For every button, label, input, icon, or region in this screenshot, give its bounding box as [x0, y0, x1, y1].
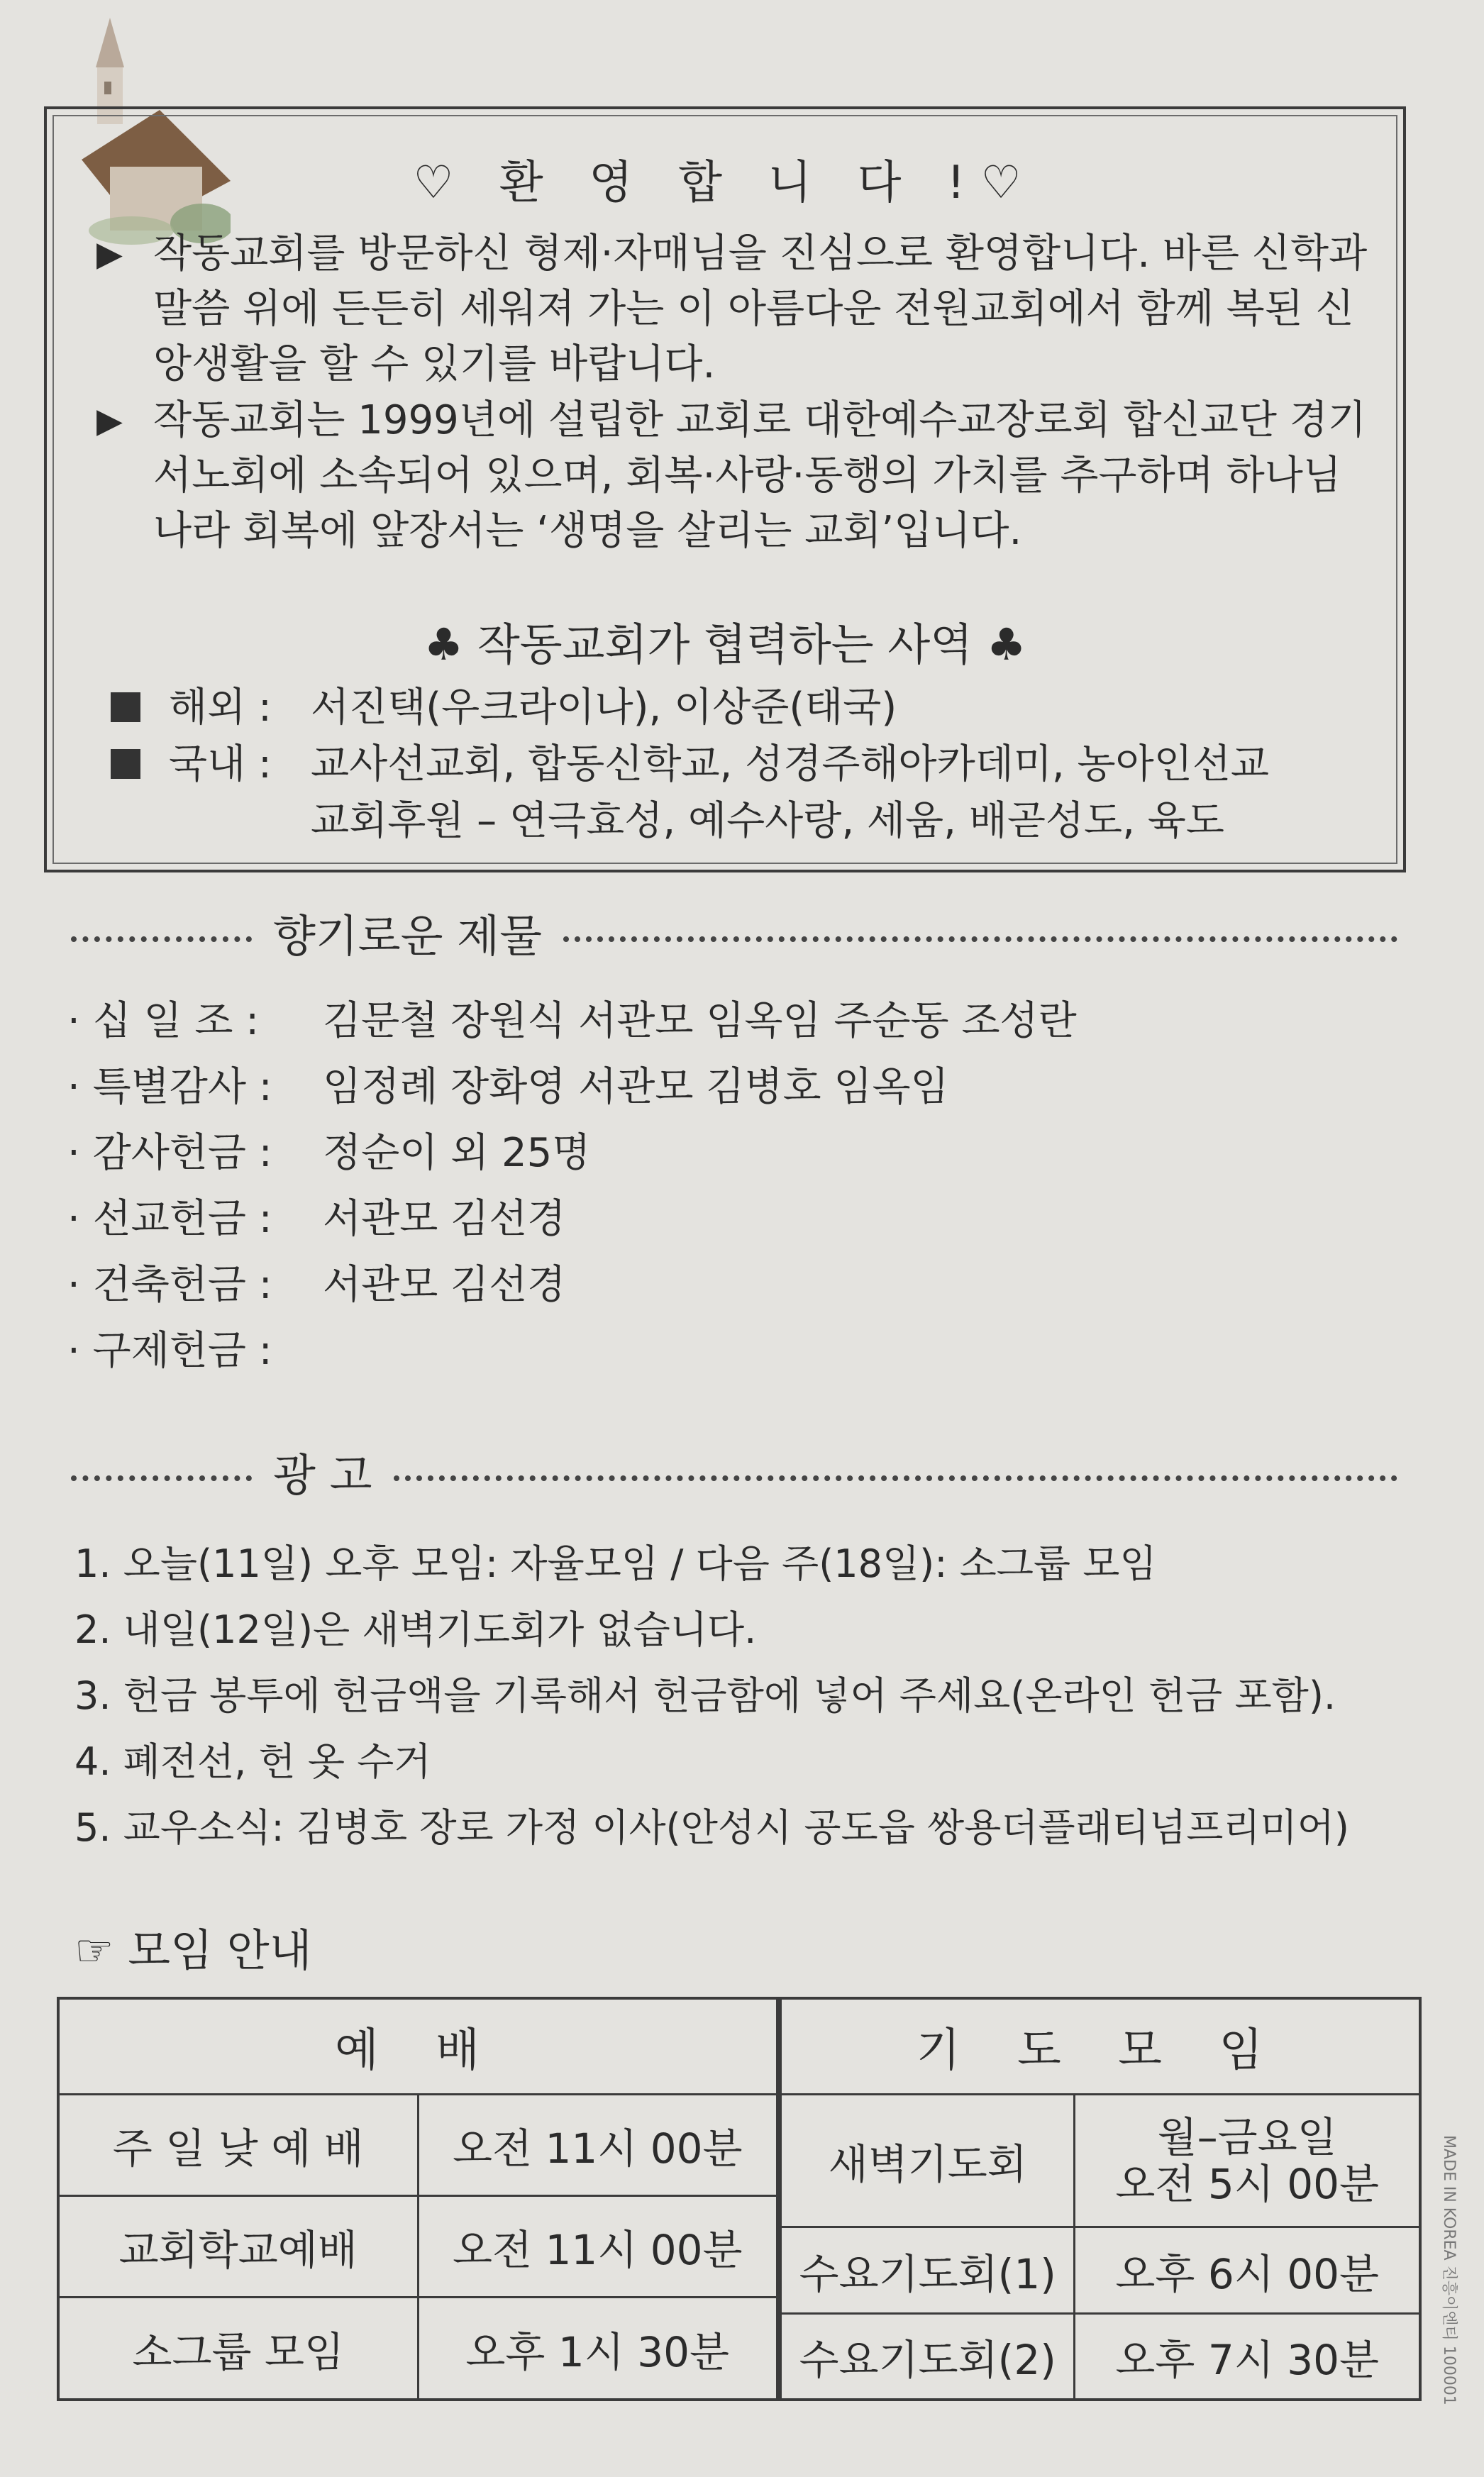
offering-row: · 특별감사 : 임정례 장화영 서관모 김병호 임옥임: [67, 1064, 949, 1110]
notice-item: 2. 내일(12일)은 새벽기도회가 없습니다.: [74, 1607, 757, 1652]
prayer-time: 월–금요일 오전 5시 00분: [1075, 2094, 1420, 2227]
worship-time: 오전 11시 00분: [418, 2195, 777, 2297]
mission-title: ♣ 작동교회가 협력하는 사역 ♣: [423, 619, 1026, 670]
print-credit: MADE IN KOREA 진흥이엔티 100001: [1440, 2135, 1458, 2405]
triangle-right-icon: ▶: [96, 234, 123, 274]
offering-row: · 감사헌금 : 정순이 외 25명: [67, 1130, 591, 1176]
offering-row: · 구제헌금 :: [67, 1328, 272, 1374]
welcome-title: ♡ 환 영 합 니 다 !♡: [413, 157, 1037, 209]
triangle-right-icon: ▶: [96, 401, 123, 440]
offering-row: · 십 일 조 : 김문철 장원식 서관모 임옥임 주순동 조성란: [67, 998, 1077, 1044]
notice-item: 5. 교우소식: 김병호 장로 가정 이사(안성시 공도읍 쌍용더플래티넘프리미어): [74, 1805, 1349, 1850]
worship-name: 주 일 낮 예 배: [58, 2094, 418, 2195]
prayer-name: 수요기도회(2): [780, 2313, 1075, 2400]
welcome-paragraph-1: ▶ 작동교회를 방문하신 형제·자매님을 진심으로 환영합니다. 바른 신학과 말씀 위에 든든히 세워져 가는 이 아름다운 전원교회에서 함께 복된 신앙생활을 할 수 있기를 바랍니다.: [96, 226, 1373, 392]
prayer-header: 기 도 모 임: [780, 1998, 1420, 2094]
notice-item: 3. 헌금 봉투에 헌금액을 기록해서 헌금함에 넣어 주세요(온라인 헌금 포함).: [74, 1673, 1336, 1718]
square-bullet-icon: [111, 692, 140, 722]
notices-heading: 광 고: [71, 1440, 1397, 1503]
worship-time: 오전 11시 00분: [418, 2094, 777, 2195]
worship-name: 교회학교예배: [58, 2195, 418, 2297]
welcome-box: [44, 106, 1406, 872]
notice-item: 4. 폐전선, 헌 옷 수거: [74, 1739, 431, 1784]
offering-heading: 향기로운 제물: [71, 901, 1397, 964]
mission-domestic-line2: 교회후원 – 연극효성, 예수사랑, 세움, 배곧성도, 육도: [311, 798, 1224, 844]
offering-row: · 건축헌금 : 서관모 김선경: [67, 1262, 566, 1308]
worship-header: 예 배: [58, 1998, 777, 2094]
prayer-time: 오후 6시 00분: [1075, 2227, 1420, 2313]
mission-domestic: 국내 : 교사선교회, 합동신학교, 성경주해아카데미, 농아인선교: [111, 737, 1269, 792]
notice-item: 1. 오늘(11일) 오후 모임: 자율모임 / 다음 주(18일): 소그룹 모임: [74, 1541, 1157, 1586]
worship-table: [57, 1997, 779, 2401]
worship-name: 소그룹 모임: [58, 2298, 418, 2400]
welcome-paragraph-2: ▶ 작동교회는 1999년에 설립한 교회로 대한예수교장로회 합신교단 경기서노회에 소속되어 있으며, 회복·사랑·동행의 가치를 추구하며 하나님 나라 회복에 앞장서는 ‘생명을 살리는 교회’입니다.: [96, 393, 1373, 559]
mission-overseas: 해외 : 서진택(우크라이나), 이상준(태국): [111, 680, 897, 736]
offering-row: · 선교헌금 : 서관모 김선경: [67, 1196, 566, 1242]
prayer-name: 수요기도회(1): [780, 2227, 1075, 2313]
prayer-table: [779, 1997, 1422, 2401]
square-bullet-icon: [111, 749, 140, 779]
worship-time: 오후 1시 30분: [418, 2298, 777, 2400]
prayer-time: 오후 7시 30분: [1075, 2313, 1420, 2400]
prayer-name: 새벽기도회: [780, 2094, 1075, 2227]
meetings-heading: ☞ 모임 안내: [74, 1924, 312, 1976]
